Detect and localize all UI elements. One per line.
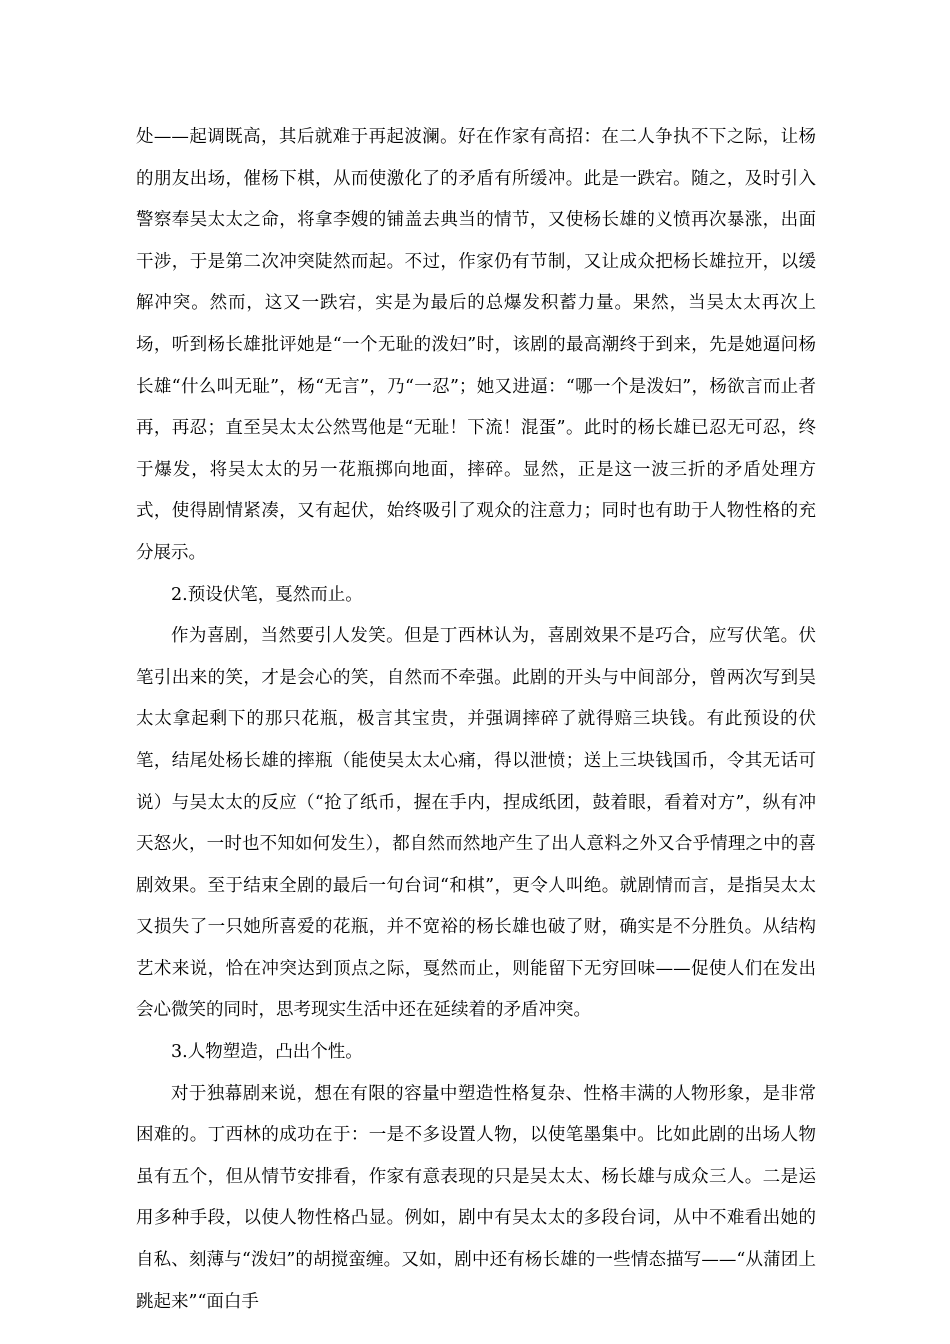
document-page	[136, 117, 816, 1323]
body-paragraph-1: 处——起调既高，其后就难于再起波澜。好在作家有高招：在二人争执不下之际，让杨的朋友出场，催杨下棋，从而使激化了的矛盾有所缓冲。此是一跌宕。随之，及时引入警察奉吴太太之命，将拿李嫂的铺盖去典当的情节，又使杨长雄的义愤再次暴涨，出面干涉，于是第二次冲突陡然而起。不过，作家仍有节制，又让成众把杨长雄拉开，以缓解冲突。然而，这又一跌宕，实是为最后的总爆发积蓄力量。果然，当吴太太再次上场，听到杨长雄批评她是“一个无耻的泼妇”时，该剧的最高潮终于到来，先是她逼问杨长雄“什么叫无耻”，杨“无言”，乃“一忍”；她又进逼：“哪一个是泼妇”，杨欲言而止者再，再忍；直至吴太太公然骂他是“无耻！下流！混蛋”。此时的杨长雄已忍无可忍，终于爆发，将吴太太的另一花瓶掷向地面，摔碎。显然，正是这一波三折的矛盾处理方式，使得剧情紧凑，又有起伏，始终吸引了观众的注意力；同时也有助于人物性格的充分展示。	[136, 127, 816, 563]
body-paragraph-2: 作为喜剧，当然要引人发笑。但是丁西林认为，喜剧效果不是巧合，应写伏笔。伏笔引出来的笑，才是会心的笑，自然而不牵强。此剧的开头与中间部分，曾两次写到吴太太拿起剩下的那只花瓶，极言其宝贵，并强调摔碎了就得赔三块钱。有此预设的伏笔，结尾处杨长雄的摔瓶（能使吴太太心痛，得以泄愤；送上三块钱国币，令其无话可说）与吴太太的反应（“抢了纸币，握在手内，捏成纸团，鼓着眼，看着对方”，纵有冲天怒火，一时也不知如何发生），都自然而然地产生了出人意料之外又合乎情理之中的喜剧效果。至于结束全剧的最后一句台词“和棋”，更令人叫绝。就剧情而言，是指吴太太又损失了一只她所喜爱的花瓶，并不宽裕的杨长雄也破了财，确实是不分胜负。从结构艺术来说，恰在冲突达到顶点之际，戛然而止，则能留下无穷回味——促使人们在发出会心微笑的同时，思考现实生活中还在延续着的矛盾冲突。	[136, 626, 816, 1021]
body-paragraph-3: 对于独幕剧来说，想在有限的容量中塑造性格复杂、性格丰满的人物形象，是非常困难的。丁西林的成功在于：一是不多设置人物，以使笔墨集中。比如此剧的出场人物虽有五个，但从情节安排看，作家有意表现的只是吴太太、杨长雄与成众三人。二是运用多种手段，以使人物性格凸显。例如，剧中有吴太太的多段台词，从中不难看出她的自私、刻薄与“泼妇”的胡搅蛮缠。又如，剧中还有杨长雄的一些情态描写——“从蒲团上跳起来”“面白手	[136, 1083, 816, 1312]
section-heading-2: 2.预设伏笔，戛然而止。	[171, 584, 363, 605]
section-heading-3: 3.人物塑造，凸出个性。	[171, 1042, 363, 1063]
